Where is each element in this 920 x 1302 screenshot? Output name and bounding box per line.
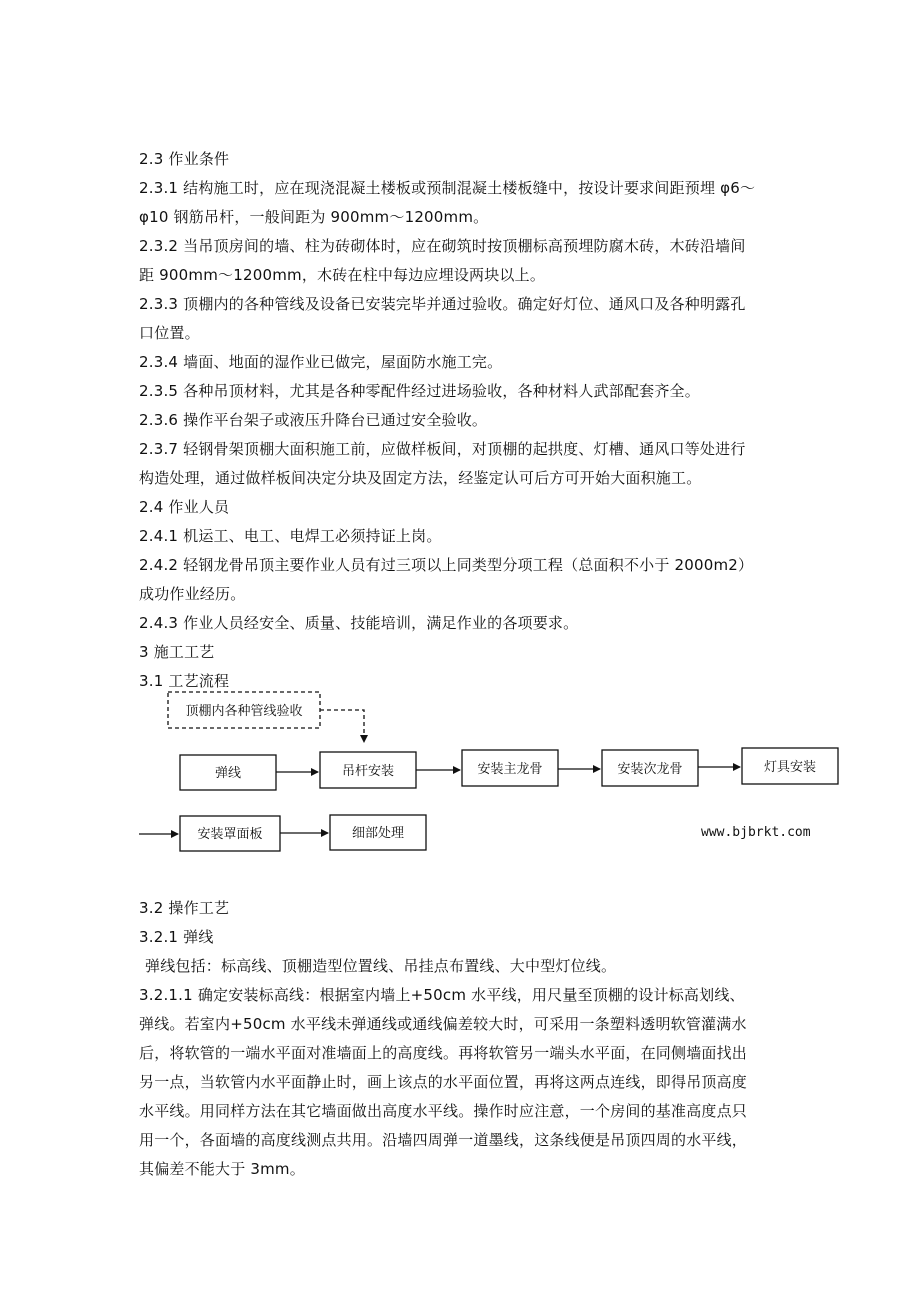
paragraph-2-4-2-line-1: 2.4.2 轻钢龙骨吊顶主要作业人员有过三项以上同类型分项工程（总面积不小于 2000m2） [139,556,754,574]
paragraph-2-3-4: 2.3.4 墙面、地面的湿作业已做完，屋面防水施工完。 [139,353,503,371]
paragraph-2-3-6: 2.3.6 操作平台架子或液压升降台已通过安全验收。 [139,411,488,429]
flow-box-cover-panel-label: 安装罩面板 [197,827,263,842]
flow-box-detail-finishing-label: 细部处理 [351,826,405,841]
paragraph-2-3-1-line-1: 2.3.1 结构施工时，应在现浇混凝土楼板或预制混凝土楼板缝中，按设计要求间距预埋 φ6～ [139,179,756,197]
paragraph-3-2-1-1-line-4: 另一点，当软管内水平面静止时，画上该点的水平面位置，再将这两点连线，即得吊顶高度 [139,1073,748,1091]
paragraph-3-2-1-1-line-6: 用一个，各面墙的高度线测点共用。沿墙四周弹一道墨线，这条线便是吊顶四周的水平线， [139,1131,748,1149]
paragraph-3-2-1-1-line-2: 弹线。若室内+50cm 水平线未弹通线或通线偏差较大时，可采用一条塑料透明软管灌满水 [139,1015,747,1033]
paragraph-2-3-2-line-1: 2.3.2 当吊顶房间的墙、柱为砖砌体时，应在砌筑时按顶棚标高预埋防腐木砖，木砖沿墙间 [139,237,746,255]
flow-box-secondary-keel-label: 安装次龙骨 [617,762,683,777]
section-heading-2-3: 2.3 作业条件 [139,150,230,168]
section-heading-3-1: 3.1 工艺流程 [139,672,230,690]
paragraph-2-4-3: 2.4.3 作业人员经安全、质量、技能培训，满足作业的各项要求。 [139,614,579,632]
flow-box-hanger-install-label: 吊杆安装 [341,764,395,779]
flow-box-main-keel-label: 安装主龙骨 [477,762,543,777]
paragraph-3-2-1-1-line-7: 其偏差不能大于 3mm。 [139,1160,305,1178]
watermark-url: www.bjbrkt.com [701,825,811,840]
paragraph-chalk-line-intro: 弹线包括：标高线、顶棚造型位置线、吊挂点布置线、大中型灯位线。 [145,957,617,975]
flow-box-pipeline-check-label: 顶棚内各种管线验收 [185,704,303,719]
paragraph-2-3-5: 2.3.5 各种吊顶材料，尤其是各种零配件经过进场验收，各种材料人武部配套齐全。 [139,382,700,400]
section-heading-2-4: 2.4 作业人员 [139,498,230,516]
paragraph-3-2-1-1-line-3: 后，将软管的一端水平面对准墙面上的高度线。再将软管另一端头水平面，在同侧墙面找出 [139,1044,748,1062]
paragraph-2-3-3-line-2: 口位置。 [139,324,200,342]
paragraph-3-2-1-1-line-1: 3.2.1.1 确定安装标高线：根据室内墙上+50cm 水平线，用尺量至顶棚的设计标高划线、 [139,986,745,1004]
flow-box-lighting-install-label: 灯具安装 [763,760,817,775]
paragraph-2-4-1: 2.4.1 机运工、电工、电焊工必须持证上岗。 [139,527,442,545]
paragraph-2-3-2-line-2: 距 900mm～1200mm，木砖在柱中每边应埋设两块以上。 [139,266,546,284]
flow-box-chalk-line-label: 弹线 [214,766,242,781]
paragraph-2-3-7-line-2: 构造处理，通过做样板间决定分块及固定方法，经鉴定认可后方可开始大面积施工。 [139,469,702,487]
paragraph-2-4-2-line-2: 成功作业经历。 [139,585,246,603]
paragraph-2-3-3-line-1: 2.3.3 顶棚内的各种管线及设备已安装完毕并通过验收。确定好灯位、通风口及各种明露孔 [139,295,746,313]
paragraph-2-3-1-line-2: φ10 钢筋吊杆，一般间距为 900mm～1200mm。 [139,208,489,226]
section-heading-3: 3 施工工艺 [139,643,215,661]
section-heading-3-2: 3.2 操作工艺 [139,899,230,917]
paragraph-2-3-7-line-1: 2.3.7 轻钢骨架顶棚大面积施工前，应做样板间，对顶棚的起拱度、灯槽、通风口等处进行 [139,440,746,458]
flow-dashed-arrow [320,710,364,742]
section-heading-3-2-1: 3.2.1 弹线 [139,928,214,946]
paragraph-3-2-1-1-line-5: 水平线。用同样方法在其它墙面做出高度水平线。操作时应注意，一个房间的基准高度点只 [139,1102,748,1120]
